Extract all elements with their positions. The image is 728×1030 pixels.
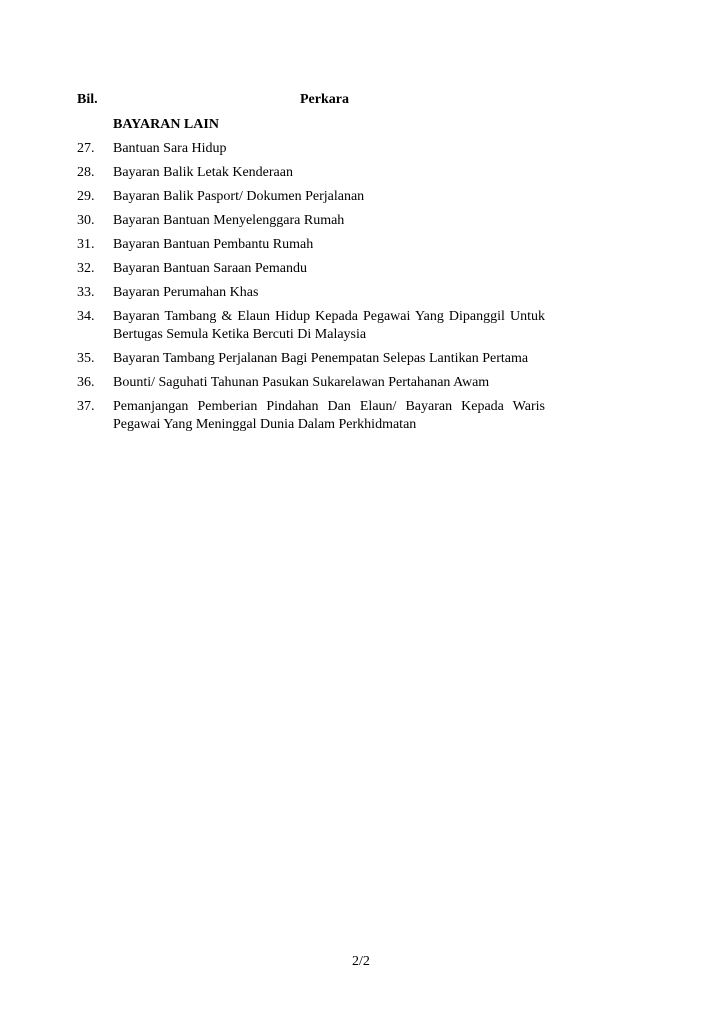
item-text: Bounti/ Saguhati Tahunan Pasukan Sukarelawan Pertahanan Awam bbox=[113, 375, 490, 390]
item-text: Bayaran Bantuan Saraan Pemandu bbox=[113, 261, 307, 276]
list-item bbox=[77, 260, 545, 278]
list-item bbox=[77, 284, 545, 302]
list-item bbox=[77, 140, 545, 158]
item-number: 33. bbox=[77, 285, 95, 300]
item-number: 36. bbox=[77, 375, 95, 390]
list-item bbox=[77, 374, 545, 392]
item-text: Bayaran Tambang & Elaun Hidup Kepada Pegawai Yang Dipanggil Untuk Bertugas Semula Ketika Bercuti Di Malaysia bbox=[113, 309, 545, 342]
item-number: 30. bbox=[77, 213, 95, 228]
page-number: 2/2 bbox=[352, 954, 370, 969]
header-bil: Bil. bbox=[77, 92, 98, 107]
header-perkara: Perkara bbox=[300, 92, 349, 107]
list-item bbox=[77, 308, 545, 344]
item-text: Bayaran Bantuan Menyelenggara Rumah bbox=[113, 213, 345, 228]
item-text: Bayaran Perumahan Khas bbox=[113, 285, 259, 300]
section-title: BAYARAN LAIN bbox=[113, 117, 219, 132]
list-item bbox=[77, 398, 545, 434]
item-number: 31. bbox=[77, 237, 95, 252]
table-header bbox=[77, 92, 545, 110]
item-text: Pemanjangan Pemberian Pindahan Dan Elaun/ Bayaran Kepada Waris Pegawai Yang Meninggal Dunia Dalam Perkhidmatan bbox=[113, 399, 545, 432]
item-number: 27. bbox=[77, 141, 95, 156]
item-text: Bayaran Bantuan Pembantu Rumah bbox=[113, 237, 314, 252]
list-item bbox=[77, 236, 545, 254]
item-number: 35. bbox=[77, 351, 95, 366]
item-list bbox=[77, 116, 545, 440]
item-text: Bayaran Balik Letak Kenderaan bbox=[113, 165, 293, 180]
item-number: 34. bbox=[77, 309, 95, 324]
list-item bbox=[77, 164, 545, 182]
item-number: 37. bbox=[77, 399, 95, 414]
list-item bbox=[77, 188, 545, 206]
item-number: 29. bbox=[77, 189, 95, 204]
list-item bbox=[77, 212, 545, 230]
item-number: 28. bbox=[77, 165, 95, 180]
list-item bbox=[77, 350, 545, 368]
item-text: Bantuan Sara Hidup bbox=[113, 141, 227, 156]
item-text: Bayaran Tambang Perjalanan Bagi Penempatan Selepas Lantikan Pertama bbox=[113, 351, 529, 366]
item-text: Bayaran Balik Pasport/ Dokumen Perjalanan bbox=[113, 189, 365, 204]
item-number: 32. bbox=[77, 261, 95, 276]
